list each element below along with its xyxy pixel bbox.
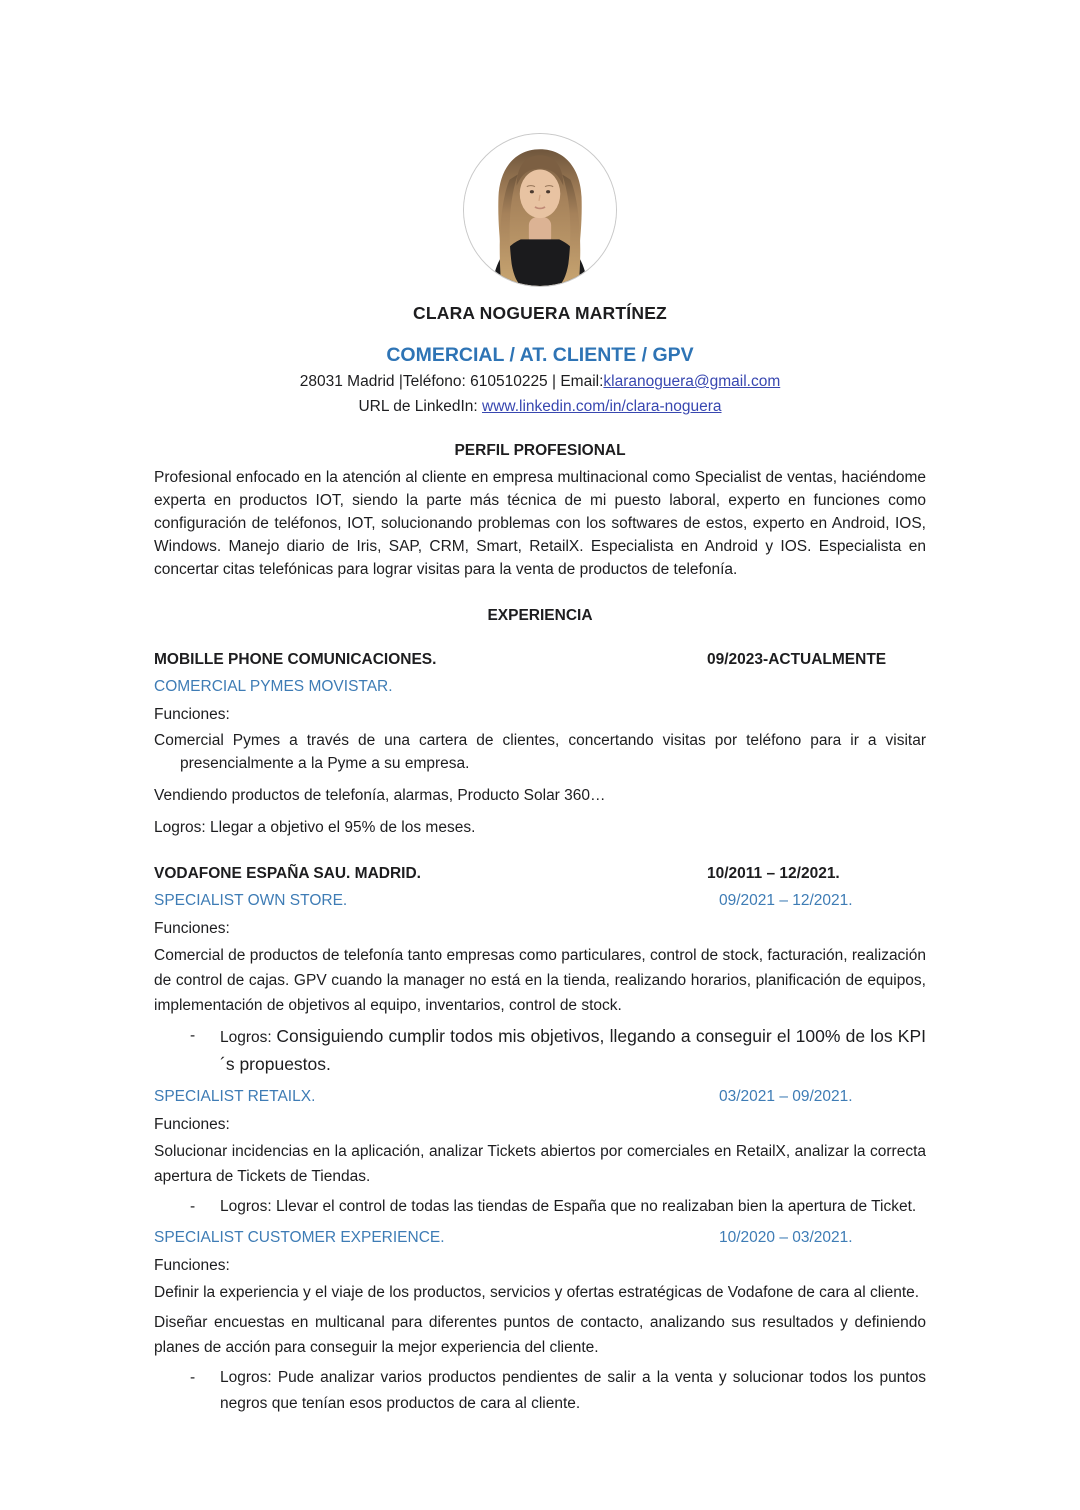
role-header-retailx [154,1088,926,1106]
role-title: COMERCIAL PYMES MOVISTAR. [154,678,393,695]
logros-text [220,1023,926,1079]
role-header-customer-experience [154,1229,926,1247]
logros-bullet [154,1194,926,1220]
logros-bullet [154,1023,926,1079]
role-paragraph-2: Diseñar encuestas en multicanal para diferentes puntos de contacto, analizando sus resultados y definiendo planes de acción para conseguir la mejor experiencia del cliente. [154,1314,926,1356]
role-paragraph: Definir la experiencia y el viaje de los productos, servicios y ofertas estratégicas de Vodafone de cara al cliente. [154,1284,920,1301]
contact-line [154,373,926,391]
email-link[interactable]: klaranoguera@gmail.com [603,373,781,390]
section-heading-experiencia: EXPERIENCIA [487,607,593,624]
section-heading-perfil: PERFIL PROFESIONAL [454,442,626,459]
role-line-selling: Vendiendo productos de telefonía, alarmas, Producto Solar 360… [154,787,606,804]
logros-detail: Llevar el control de todas las tiendas de España que no realizaban bien la apertura de Ticket. [276,1198,917,1215]
logros-detail: Consiguiendo cumplir todos mis objetivos, llegando a conseguir el 100% de los KPI´s propuestos. [220,1026,926,1074]
company-name: MOBILLE PHONE COMUNICACIONES. [154,651,437,668]
headline-title: COMERCIAL / AT. CLIENTE / GPV [386,344,694,366]
linkedin-label: URL de LinkedIn: [358,398,482,415]
logros-text [220,1365,926,1417]
logros-prefix: Logros: [220,1369,278,1386]
role-line-logros: Logros: Llegar a objetivo el 95% de los meses. [154,819,476,836]
company-name: VODAFONE ESPAÑA SAU. MADRID. [154,865,421,882]
role-period: 09/2021 – 12/2021. [719,892,853,909]
role-paragraph: Solucionar incidencias en la aplicación, analizar Tickets abiertos por comerciales en RetailX, analizar la correcta apertura de Tickets de Tiendas. [154,1143,926,1185]
logros-bullet [154,1365,926,1417]
functions-label: Funciones: [154,920,230,937]
linkedin-link[interactable]: www.linkedin.com/in/clara-noguera [482,398,722,415]
profile-photo [464,134,616,286]
role-header-comercial-pymes [154,678,926,696]
role-header-own-store [154,892,926,910]
cv-content-column [154,0,926,1417]
linkedin-line [154,398,926,416]
bullet-dash: - [190,1198,196,1215]
role-title: SPECIALIST CUSTOMER EXPERIENCE. [154,1229,445,1246]
person-name: CLARA NOGUERA MARTÍNEZ [413,303,667,323]
logros-prefix: Logros: [220,1198,277,1215]
company-period: 10/2011 – 12/2021. [707,865,840,882]
role-period: 10/2020 – 03/2021. [719,1229,853,1246]
role-paragraph: Comercial de productos de telefonía tanto empresas como particulares, control de stock, facturación, realización de control de cajas. GPV cuando la manager no está en la tienda, realizando horarios, planificación de equipos, implementación de objetivos al equipo, inventarios, control de stock. [154,947,926,1014]
role-paragraph: Comercial Pymes a través de una cartera de clientes, concertando visitas por teléfono para ir a visitar presencialmente a la Pyme a su empresa. [154,732,926,772]
functions-label: Funciones: [154,706,230,723]
avatar-wrap [154,133,926,287]
job-header-mobille-phone [154,651,926,669]
role-period: 03/2021 – 09/2021. [719,1088,853,1105]
functions-label: Funciones: [154,1257,230,1274]
logros-text [220,1194,926,1220]
contact-text: 28031 Madrid |Teléfono: 610510225 | Email: [299,373,604,390]
job-header-vodafone [154,865,926,883]
bullet-dash: - [190,1369,196,1386]
functions-label: Funciones: [154,1116,230,1133]
avatar [463,133,617,287]
role-title: SPECIALIST RETAILX. [154,1088,316,1105]
role-title: SPECIALIST OWN STORE. [154,892,348,909]
profile-paragraph: Profesional enfocado en la atención al cliente en empresa multinacional como Specialist de ventas, haciéndome experta en productos IOT, siendo la parte más técnica de mi puesto laboral, experto en funciones como configuración de teléfonos, IOT, solucionando problemas con los softwares de estos, experto en Android, IOS, Windows. Manejo diario de Iris, SAP, CRM, Smart, RetailX. Especialista en Android y IOS. Especialista en concertar citas telefónicas para lograr visitas para la venta de productos de telefonía. [154,469,926,578]
logros-detail: Pude analizar varios productos pendientes de salir a la venta y solucionar todos los puntos negros que tenían esos productos de cara al cliente. [220,1369,926,1412]
logros-prefix: Logros: [220,1029,277,1046]
bullet-dash: - [190,1027,196,1044]
company-period: 09/2023-ACTUALMENTE [707,651,887,668]
